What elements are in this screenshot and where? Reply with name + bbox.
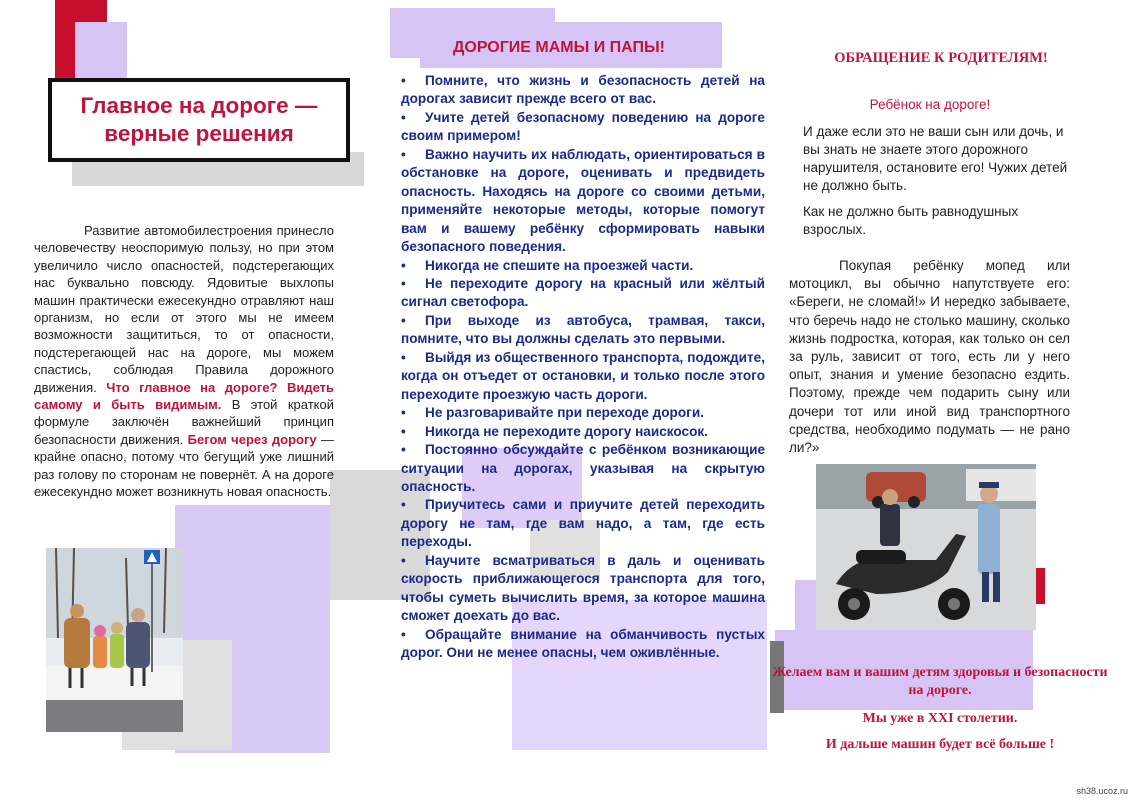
intro-text [34, 222, 334, 501]
right-paragraph-2: Как не должно быть равнодушных взрослых. [803, 204, 1019, 237]
right-paragraph-1: И даже если это не ваши сын или дочь, и вы знать не знаете этого дорожного нарушителя, остановите его! Чужих детей не должно быть. [803, 124, 1068, 193]
source-watermark: sh38.ucoz.ru [1076, 786, 1128, 796]
advice-list [401, 72, 765, 663]
list-item: • Учите детей безопасному поведению на дороге своим примером! [401, 109, 765, 144]
list-item: • Выйдя из общественного транспорта, подождите, когда он отъедет от остановки, и только после этого переходите проезжую часть дороги. [401, 349, 765, 402]
list-item: • Постоянно обсуждайте с ребёнком возникающие ситуации на дорогах, указывая на скрытую опасность. [401, 442, 765, 494]
child-on-road-subtitle: Ребёнок на дороге! [869, 97, 991, 112]
deco-red-block-right [1035, 568, 1045, 604]
appeal-heading: ОБРАЩЕНИЕ К РОДИТЕЛЯМ! [834, 50, 1048, 66]
list-item: • Обращайте внимание на обманчивость пустых дорог. Они не менее опасны, чем оживлённые. [401, 626, 765, 661]
formula-text: В этой краткой формуле заключён важнейший принцип безопасности движения. [34, 397, 334, 447]
list-item: • Важно научить их наблюдать, ориентироваться в обстановке на дороге, оценивать и предвидеть опасность. Находясь на дороге со своими детьми, применяйте некоторые методы, которые помогут вам и вашему ребёнку сформировать навыки безопасного поведения. [401, 146, 765, 255]
list-item: • Никогда не спешите на проезжей части. [401, 257, 694, 273]
list-item: • Научите всматриваться в даль и оценивать скорость приближающегося транспорта для того, чтобы суметь вычислить время, за которое машина сможет доехать до вас. [401, 552, 765, 624]
wish-line-1: Желаем вам и вашим детям здоровья и безопасности на дороге. [772, 665, 1108, 698]
deco-lavender-block-top [75, 22, 127, 82]
title-box [48, 78, 350, 162]
page-title: Главное на дороге — верные решения [80, 93, 318, 146]
list-item: • Помните, что жизнь и безопасность детей на дорогах зависит прежде всего от вас. [401, 73, 765, 107]
right-paragraph-3: Покупая ребёнку мопед или мотоцикл, вы обычно напутствуете его: «Береги, не сломай!» И нередко забываете, что беречь надо не столько машину, сколько жизнь подростка, которая, как только он сел за руль, зависит от того, есть ли у него опыт, знания и умение безопасно ездить. Поэтому, прежде чем подарить сыну или дочери тот или иной вид транспортного средства, необходимо подумать — не рано ли?» [789, 258, 1070, 456]
parents-heading: ДОРОГИЕ МАМЫ И ПАПЫ! [452, 39, 666, 56]
run-text: — крайне опасно, потому что бегущий уже лишний раз голову по сторонам не повернёт. А на дороге ежесекундно может возникнуть новая опасность. [34, 431, 334, 500]
list-item: • Не разговаривайте при переходе дороги. [401, 405, 704, 421]
list-item: • Не переходите дорогу на красный или жёлтый сигнал светофора. [401, 275, 765, 310]
wish-line-3: И дальше машин будет всё больше ! [825, 737, 1055, 752]
run-highlight: Бегом через дорогу [187, 431, 317, 447]
list-item: • При выходе из автобуса, трамвая, такси, помните, что вы должны сделать это первыми. [401, 312, 765, 347]
wish-line-2: Мы уже в XXI столетии. [862, 711, 1018, 726]
intro-paragraph: Развитие автомобилестроения принесло человечеству неоспоримую пользу, но при этом увеличило число опасностей, подстерегающих нас буквально повсюду. Ядовитые выхлопы машин практически ежесекундно отравляют наш организм, но если от этого мы не имеем возможности защититься, то от опасности, подстерегающей нас на дороге, мы можем спастись, соблюдая Правила дорожного движения. [34, 223, 334, 395]
family-winter-photo [46, 548, 183, 732]
question-highlight: Что главное на дороге? Видеть самому и быть видимым. [34, 379, 334, 413]
list-item: • Никогда не переходите дорогу наискосок. [401, 423, 708, 439]
scooter-police-photo [816, 464, 1036, 630]
list-item: • Приучитесь сами и приучите детей переходить дорогу не там, где вам надо, а там, где есть переходы. [401, 497, 765, 550]
